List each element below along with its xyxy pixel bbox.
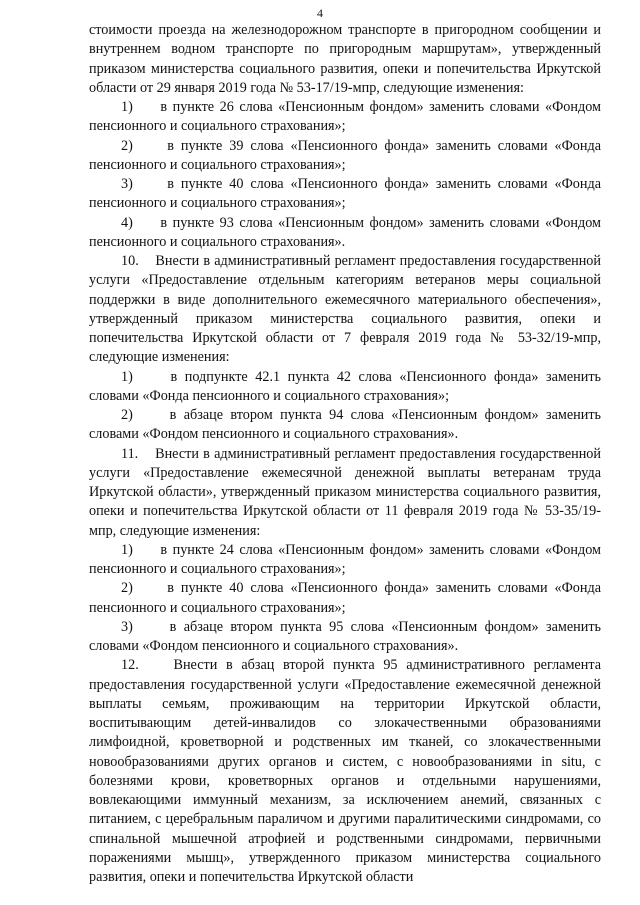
- paragraph: 12. Внести в абзац второй пункта 95 административного регламента предоставления государственной услуги «Предоставление ежемесячной денежной выплаты семьям, проживающим на территории Иркутской области, воспитывающим детей-инвалидов со злокачественными образованиями лимфоидной, кроветворной и родственных им тканей, со злокачественными новообразованиями других органов и систем, с новообразованиями in situ, с болезнями крови, кроветворных органов и отдельными нарушениями, вовлекающими иммунный механизм, за исключением анемий, связанных с питанием, с церебральным параличом и другими паралитическими синдромами, со спинальной мышечной атрофией и родственными синдромами, первичными поражениями мышц», утвержденного приказом министерства социального развития, опеки и попечительства Иркутской области: [89, 657, 601, 885]
- paragraph: 10. Внести в административный регламент предоставления государственной услуги «Предоставление отдельным категориям ветеранов меры социальной поддержки в виде дополнительного ежемесячного материального обеспечения», утвержденный приказом министерства социального развития, опеки и попечительства Иркутской области от 7 февраля 2019 года № 53-32/19-мпр, следующие изменения:: [89, 253, 601, 366]
- paragraph: 1) в пункте 26 слова «Пенсионным фондом» заменить словами «Фондом пенсионного и социального страхования»;: [89, 99, 601, 135]
- paragraph: 3) в пункте 40 слова «Пенсионного фонда» заменить словами «Фонда пенсионного и социального страхования»;: [89, 176, 601, 212]
- paragraph: 3) в абзаце втором пункта 95 слова «Пенсионным фондом» заменить словами «Фондом пенсионного и социального страхования».: [89, 618, 601, 654]
- paragraph: 11. Внести в административный регламент предоставления государственной услуги «Предоставление ежемесячной денежной выплаты ветеранам труда Иркутской области», утвержденный приказом министерства социального развития, опеки и попечительства Иркутской области от 11 февраля 2019 года № 53-35/19-мпр, следующие изменения:: [89, 445, 601, 539]
- page-number: 4: [317, 6, 323, 20]
- paragraph: 2) в пункте 39 слова «Пенсионного фонда» заменить словами «Фонда пенсионного и социального страхования»;: [89, 137, 601, 173]
- paragraph: 1) в пункте 24 слова «Пенсионным фондом» заменить словами «Фондом пенсионного и социального страхования»;: [89, 541, 601, 577]
- paragraph: 4) в пункте 93 слова «Пенсионным фондом» заменить словами «Фондом пенсионного и социального страхования».: [89, 214, 601, 250]
- paragraph: 2) в абзаце втором пункта 94 слова «Пенсионным фондом» заменить словами «Фондом пенсионного и социального страхования».: [89, 407, 601, 443]
- paragraph: 1) в подпункте 42.1 пункта 42 слова «Пенсионного фонда» заменить словами «Фонда пенсионного и социального страхования»;: [89, 368, 601, 404]
- document-body: [89, 21, 601, 887]
- paragraph: стоимости проезда на железнодорожном транспорте в пригородном сообщении и внутреннем водном транспорте по пригородным маршрутам», утвержденный приказом министерства социального развития, опеки и попечительства Иркутской области от 29 января 2019 года № 53-17/19-мпр, следующие изменения:: [89, 22, 601, 96]
- paragraph: 2) в пункте 40 слова «Пенсионного фонда» заменить словами «Фонда пенсионного и социального страхования»;: [89, 580, 601, 616]
